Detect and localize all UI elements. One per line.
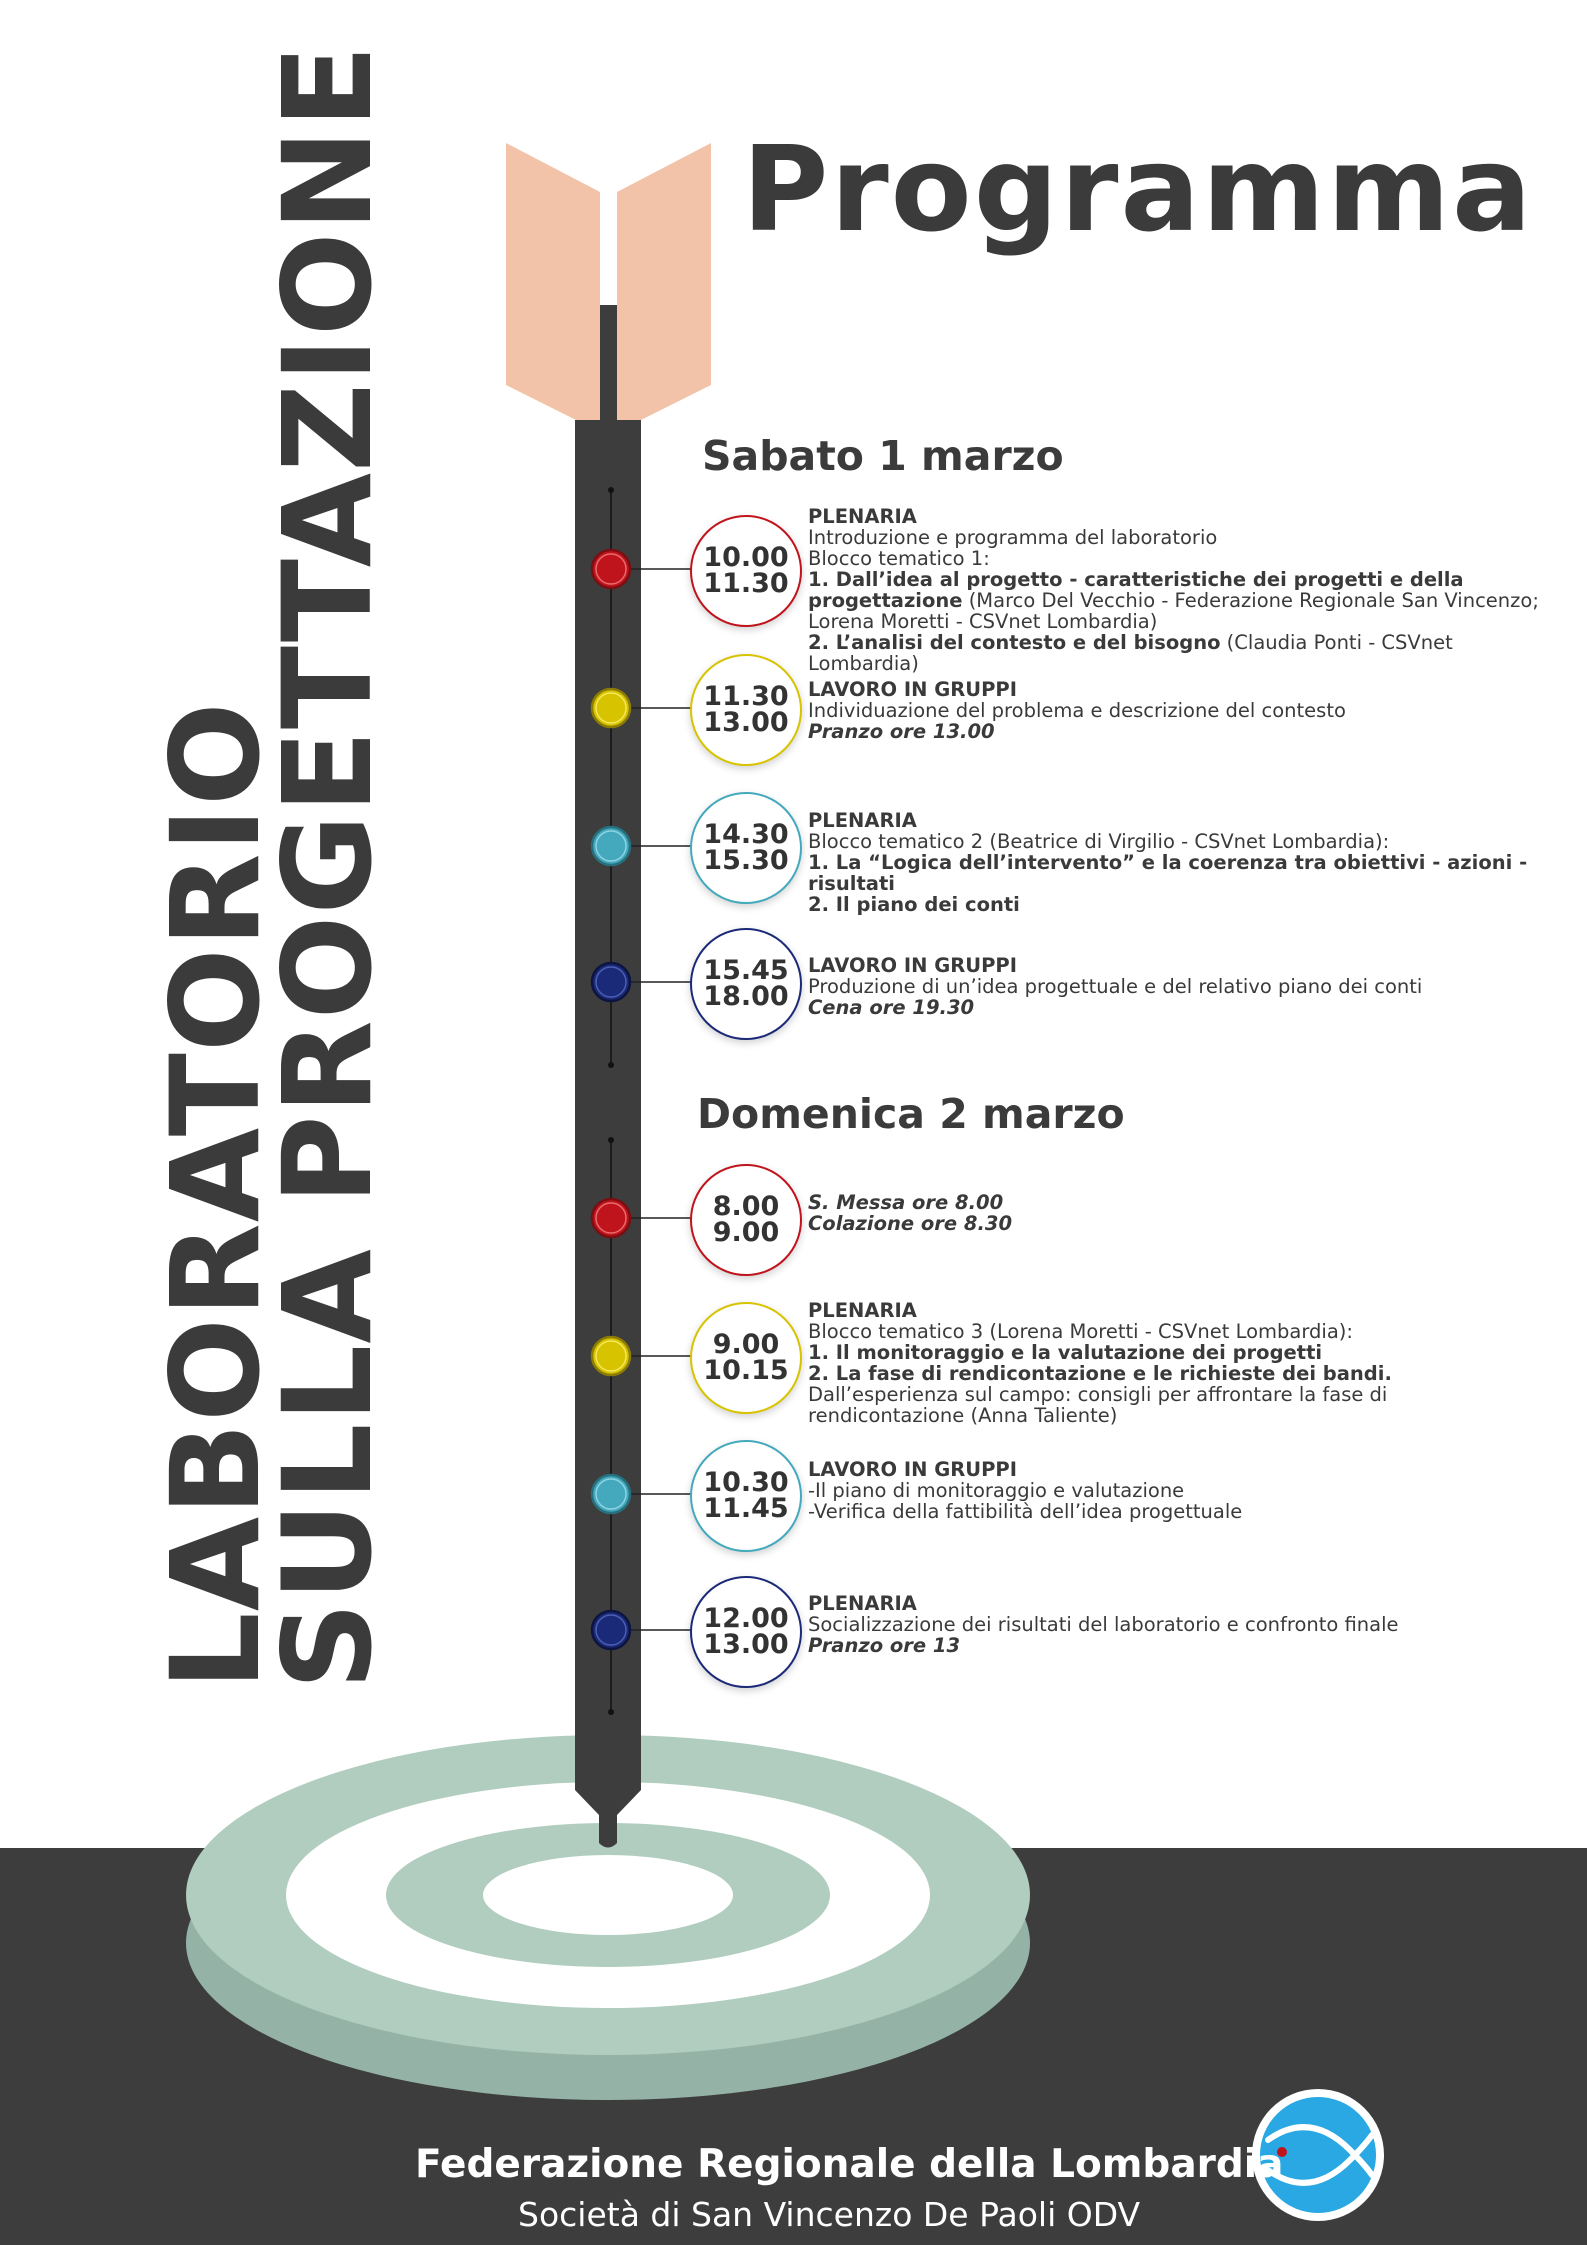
dot-yellow-1 xyxy=(592,689,630,727)
title-line-2: SULLA PROGETTAZIONE xyxy=(257,43,399,1690)
day-heading-sunday: Domenica 2 marzo xyxy=(697,1090,1125,1138)
target-center xyxy=(483,1855,733,1935)
title-line-1: LABORATORIO xyxy=(145,701,287,1690)
federation-name: Federazione Regionale della Lombardia xyxy=(415,2142,1284,2187)
dot-teal-2 xyxy=(592,1475,630,1513)
time-badge: 8.00 9.00 xyxy=(690,1164,802,1276)
event-block: LAVORO IN GRUPPI Produzione di un’idea progettuale e del relativo piano dei conti Cena ore 19.30 xyxy=(808,954,1423,1019)
time-badge: 10.00 11.30 xyxy=(690,515,802,627)
dot-yellow-2 xyxy=(592,1337,630,1375)
day-heading-saturday: Sabato 1 marzo xyxy=(702,432,1064,480)
dot-navy-1 xyxy=(592,963,630,1001)
time-badge: 14.30 15.30 xyxy=(690,792,802,904)
event-block: PLENARIA Socializzazione dei risultati del laboratorio e confronto finale Pranzo ore 13 xyxy=(808,1592,1399,1657)
event-block: LAVORO IN GRUPPI -Il piano di monitoraggio e valutazione -Verifica della fattibilità dell’idea progettuale xyxy=(808,1458,1243,1523)
federation-subtitle: Società di San Vincenzo De Paoli ODV xyxy=(518,2195,1141,2234)
dot-red-1 xyxy=(592,550,630,588)
time-badge: 12.00 13.00 xyxy=(690,1576,802,1688)
event-block: S. Messa ore 8.00 Colazione ore 8.30 xyxy=(808,1191,1013,1235)
event-block: PLENARIA Blocco tematico 2 (Beatrice di Virgilio - CSVnet Lombardia): 1. La “Logica dell’intervento” e la coerenza tra obiettivi - azioni - risultati 2. Il piano dei conti xyxy=(808,809,1528,916)
vertical-title xyxy=(145,43,399,1690)
time-badge: 9.00 10.15 xyxy=(690,1302,802,1414)
dot-navy-2 xyxy=(592,1611,630,1649)
page-title: Programma xyxy=(742,120,1534,258)
fletching-left xyxy=(506,143,600,432)
time-badge: 15.45 18.00 xyxy=(690,928,802,1040)
event-block: PLENARIA Introduzione e programma del laboratorio Blocco tematico 1: 1. Dall’idea al progetto - caratteristiche dei progetti e della progettazione (Marco Del Vecchio - Federazione Regionale San Vincenzo; Lorena Moretti - CSVnet Lombardia) 2. L’analisi del contesto e del bisogno (Claudia Ponti - CSVnet Lombardia) xyxy=(808,505,1539,675)
dot-teal-1 xyxy=(592,827,630,865)
event-block: LAVORO IN GRUPPI Individuazione del problema e descrizione del contesto Pranzo ore 13.00 xyxy=(808,678,1346,743)
time-badge: 10.30 11.45 xyxy=(690,1440,802,1552)
dot-red-2 xyxy=(592,1199,630,1237)
event-block: PLENARIA Blocco tematico 3 (Lorena Moretti - CSVnet Lombardia): 1. Il monitoraggio e la valutazione dei progetti 2. La fase di rendicontazione e le richieste dei bandi. Dall’esperienza sul campo: consigli per affrontare la fase di rendicontazione (Anna Taliente) xyxy=(808,1299,1392,1427)
arrow-nock xyxy=(600,305,617,435)
time-badge: 11.30 13.00 xyxy=(690,654,802,766)
fletching-right xyxy=(617,143,711,432)
